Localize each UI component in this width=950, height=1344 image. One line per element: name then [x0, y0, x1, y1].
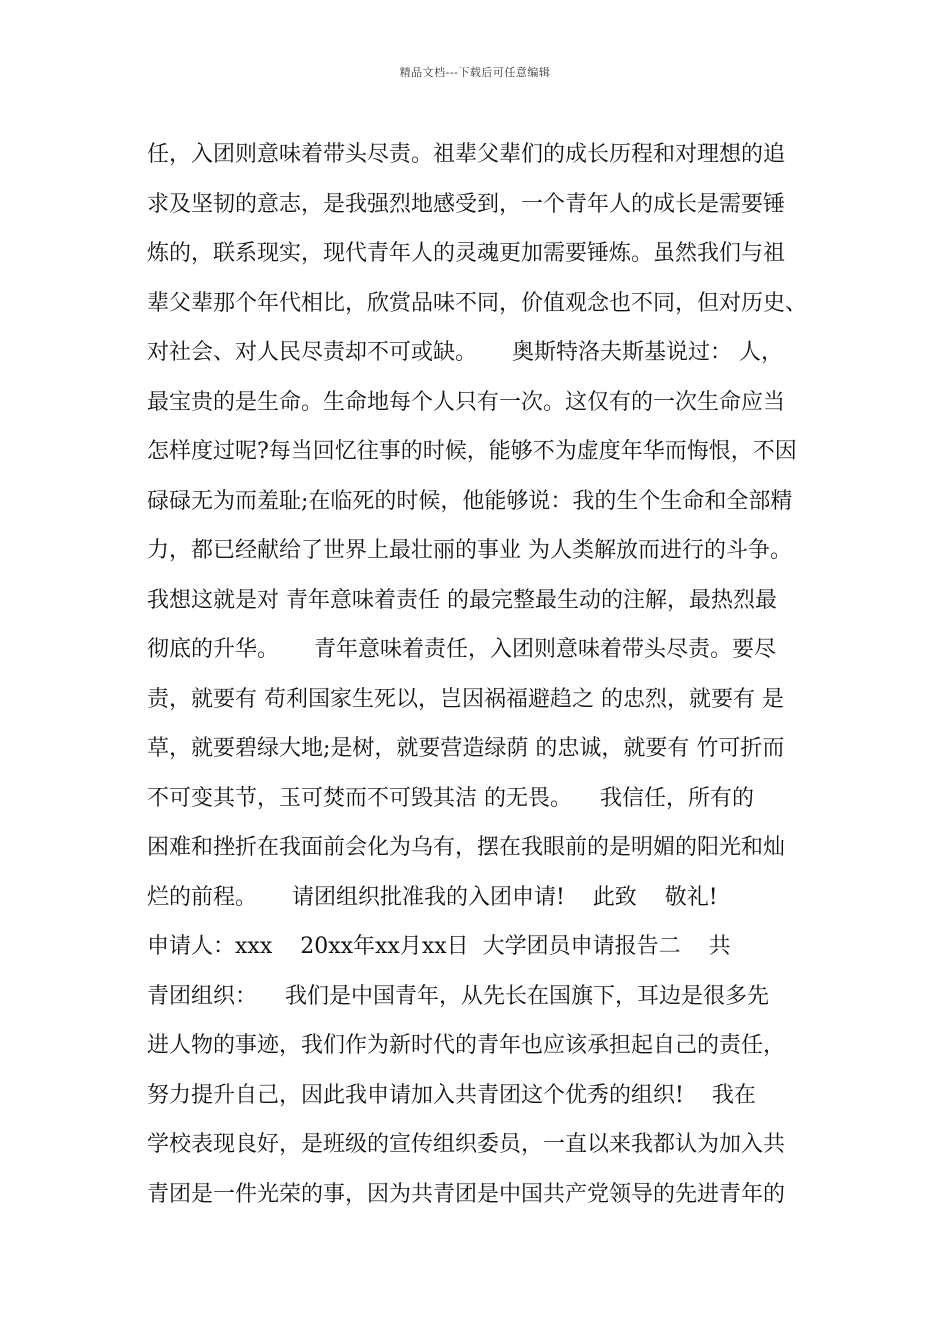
text-line: 力，都已经献给了世界上最壮丽的事业 为人类解放而进行的斗争。 — [147, 538, 792, 563]
text-line: 任，入团则意味着带头尽责。祖辈父辈们的成长历程和对理想的追 — [147, 142, 786, 167]
text-line: 烂的前程。 请团组织批准我的入团申请! 此致 敬礼! — [147, 884, 718, 910]
text-line: 草，就要碧绿大地;是树，就要营造绿荫 的忠诚，就要有 竹可折而 — [147, 736, 785, 761]
text-line: 碌碌无为而羞耻;在临死的时候，他能够说：我的生个生命和全部精 — [147, 488, 793, 514]
text-line: 炼的，联系现实，现代青年人的灵魂更加需要锤炼。虽然我们与祖 — [147, 241, 786, 266]
text-line: 最宝贵的是生命。生命地每个人只有一次。这仅有的一次生命应当 — [147, 389, 786, 415]
text-line: 学校表现良好，是班级的宣传组织委员，一直以来我都认为加入共 — [147, 1132, 786, 1157]
text-line: 青团组织： 我们是中国青年，从先长在国旗下，耳边是很多先 — [147, 983, 769, 1009]
text-line: 努力提升自己，因此我申请加入共青团这个优秀的组织! 我在 — [147, 1082, 756, 1108]
text-line: 青团是一件光荣的事，因为共青团是中国共产党领导的先进青年的 — [147, 1181, 786, 1207]
page-header: 精品文档---下载后可任意编辑 — [399, 66, 551, 79]
text-line: 我想这就是对 青年意味着责任 的最完整最生动的注解，最热烈最 — [147, 587, 777, 613]
document-body — [147, 130, 817, 1219]
text-line: 辈父辈那个年代相比，欣赏品味不同，价值观念也不同，但对历史、 — [147, 290, 808, 316]
text-line: 申请人：xxx 20xx年xx月xx日 大学团员申请报告二 共 — [147, 934, 731, 959]
text-line: 彻底的升华。 青年意味着责任，入团则意味着带头尽责。要尽 — [147, 637, 776, 662]
text-line: 不可变其节，玉可焚而不可毁其洁 的无畏。 我信任，所有的 — [147, 785, 754, 811]
text-line: 困难和挫折在我面前会化为乌有，摆在我眼前的是明媚的阳光和灿 — [147, 835, 786, 860]
text-line: 进人物的事迹，我们作为新时代的青年也应该承担起自己的责任， — [147, 1033, 786, 1058]
text-line: 怎样度过呢?每当回忆往事的时候，能够不为虚度年华而悔恨，不因 — [147, 439, 797, 464]
text-line: 求及坚韧的意志，是我强烈地感受到，一个青年人的成长是需要锤 — [147, 191, 786, 217]
text-line: 对社会、对人民尽责却不可或缺。 奥斯特洛夫斯基说过： 人， — [147, 340, 783, 365]
text-line: 责，就要有 苟利国家生死以，岂因祸福避趋之 的忠烈，就要有 是 — [147, 686, 784, 712]
